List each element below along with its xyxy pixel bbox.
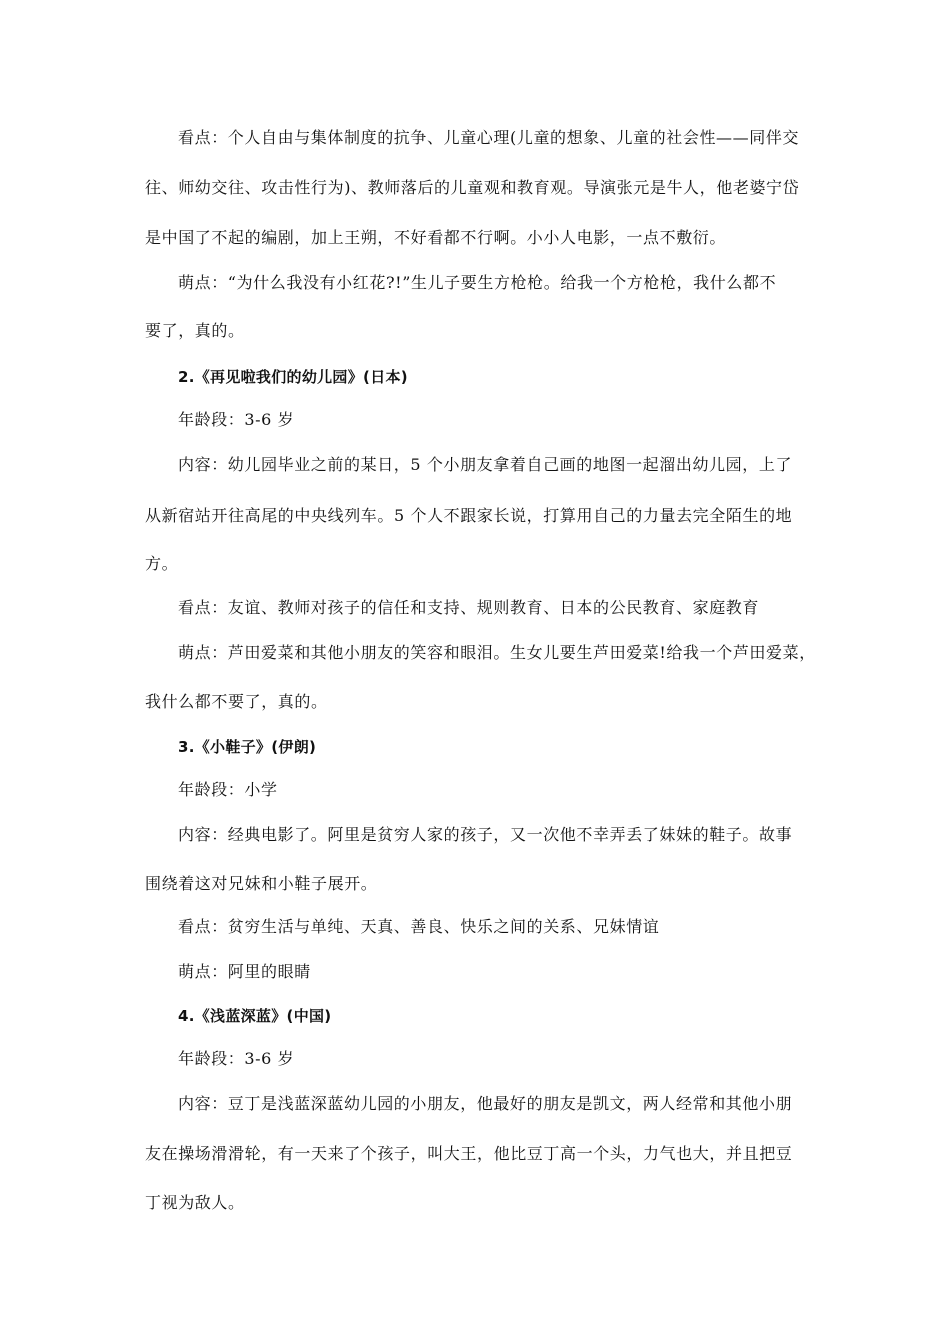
paragraph-line: 内容：幼儿园毕业之前的某日，5 个小朋友拿着自己画的地图一起溜出幼儿园，上了 <box>178 455 793 474</box>
paragraph-line: 方。 <box>145 554 179 573</box>
paragraph-line: 从新宿站开往高尾的中央线列车。5 个人不跟家长说，打算用自己的力量去完全陌生的地 <box>145 506 793 525</box>
paragraph-line: 要了，真的。 <box>145 321 245 340</box>
paragraph-line: 萌点：芦田爱菜和其他小朋友的笑容和眼泪。生女儿要生芦田爱菜!给我一个芦田爱菜， <box>178 643 816 662</box>
paragraph-line: 年龄段：小学 <box>178 780 278 799</box>
paragraph-line: 年龄段：3-6 岁 <box>178 1049 295 1068</box>
paragraph-line: 友在操场滑滑轮，有一天来了个孩子，叫大王，他比豆丁高一个头，力气也大，并且把豆 <box>145 1144 793 1163</box>
paragraph-line: 丁视为敌人。 <box>145 1193 245 1212</box>
section-heading: 3.《小鞋子》(伊朗) <box>178 738 317 756</box>
paragraph-line: 萌点：“为什么我没有小红花?!”生儿子要生方枪枪。给我一个方枪枪，我什么都不 <box>178 273 777 292</box>
paragraph-line: 年龄段：3-6 岁 <box>178 410 295 429</box>
paragraph-line: 萌点：阿里的眼睛 <box>178 962 311 981</box>
paragraph-line: 看点：个人自由与集体制度的抗争、儿童心理(儿童的想象、儿童的社会性——同伴交 <box>178 128 800 147</box>
paragraph-line: 围绕着这对兄妹和小鞋子展开。 <box>145 874 378 893</box>
paragraph-line: 看点：贫穷生活与单纯、天真、善良、快乐之间的关系、兄妹情谊 <box>178 917 660 936</box>
section-heading: 2.《再见啦我们的幼儿园》(日本) <box>178 368 408 386</box>
paragraph-line: 看点：友谊、教师对孩子的信任和支持、规则教育、日本的公民教育、家庭教育 <box>178 598 760 617</box>
paragraph-line: 我什么都不要了，真的。 <box>145 692 328 711</box>
paragraph-line: 内容：豆丁是浅蓝深蓝幼儿园的小朋友，他最好的朋友是凯文，两人经常和其他小朋 <box>178 1094 793 1113</box>
section-heading: 4.《浅蓝深蓝》(中国) <box>178 1007 332 1025</box>
paragraph-line: 往、师幼交往、攻击性行为)、教师落后的儿童观和教育观。导演张元是牛人，他老婆宁岱 <box>145 178 800 197</box>
paragraph-line: 内容：经典电影了。阿里是贫穷人家的孩子，又一次他不幸弄丢了妹妹的鞋子。故事 <box>178 825 793 844</box>
paragraph-line: 是中国了不起的编剧，加上王朔，不好看都不行啊。小小人电影，一点不敷衍。 <box>145 228 727 247</box>
